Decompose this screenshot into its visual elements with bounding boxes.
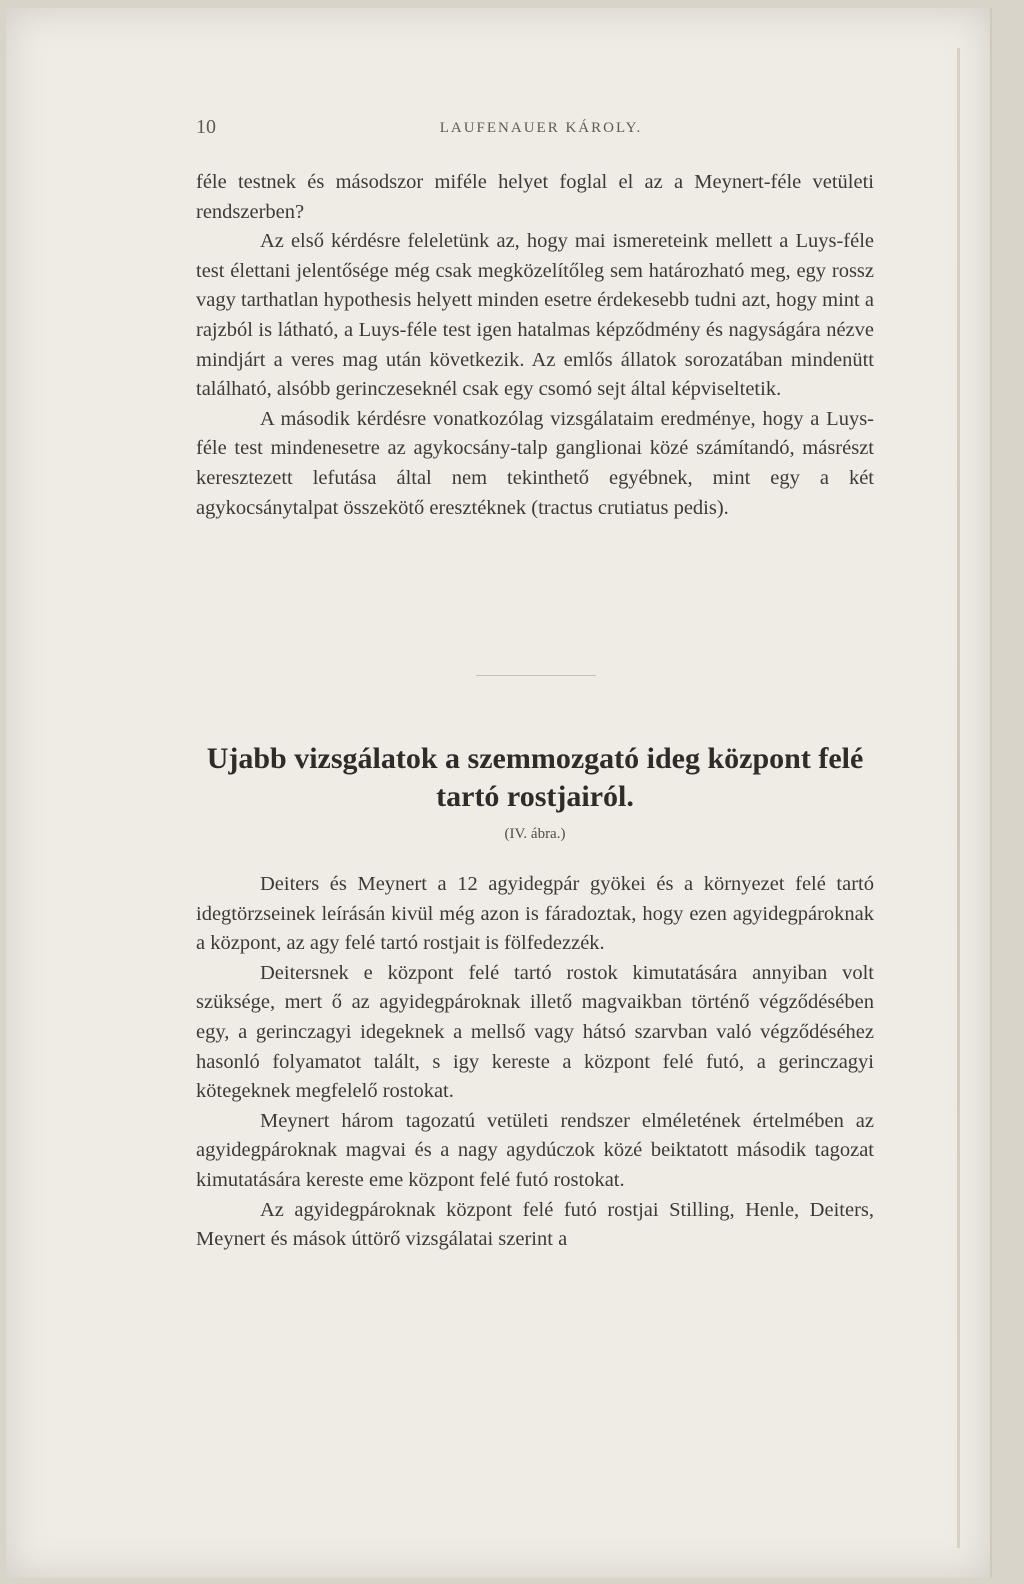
running-title: LAUFENAUER KÁROLY. <box>439 120 643 136</box>
paragraph: Az első kérdésre feleletünk az, hogy mai ismereteink mellett a Luys-féle test élettani jelentősége még csak megközelítőleg sem határozható meg, egy rossz vagy tarthatlan hypothesis helyett minden esetre érdekesebb tudni azt, hogy mint a rajzból is látható, a Luys-féle test igen hatalmas képződmény és nagyságára nézve mindjárt a veres mag után következik. Az emlős állatok sorozatában mindenütt található, alsóbb gerinczeseknél csak egy csomó sejt által képviseltetik. <box>196 230 874 401</box>
section-1-text <box>196 168 874 523</box>
page-number: 10 <box>196 116 216 138</box>
paragraph: Deiters és Meynert a 12 agyidegpár gyökei és a környezet felé tartó idegtörzseinek leírásán kivül még azon is fáradoztak, hogy ezen agyidegpároknak a központ, az agy felé tartó rostjait is fölfedezzék. <box>196 873 874 955</box>
paragraph: A második kérdésre vonatkozólag vizsgálataim eredménye, hogy a Luys-féle test mindenesetre az agykocsány-talp ganglionai közé számítandó, másrészt keresztezett lefutása által nem tekinthető egyébnek, mint egy a két agykocsánytalpat összekötő eresztéknek (tractus crutiatus pedis). <box>196 407 874 519</box>
running-head <box>196 116 886 140</box>
section-2-text <box>196 870 874 1255</box>
book-page <box>6 8 992 1578</box>
paragraph: Az agyidegpároknak központ felé futó rostjai Stilling, Henle, Deiters, Meynert és mások úttörő vizsgálatai szerint a <box>196 1198 874 1251</box>
paragraph: Meynert három tagozatú vetületi rendszer elméletének értelmében az agyidegpároknak magvai és a nagy agydúczok közé beiktatott második tagozat kimutatására kereste eme központ felé futó rostokat. <box>196 1109 874 1191</box>
figure-reference: (IV. ábra.) <box>504 826 566 842</box>
section-divider <box>476 675 596 676</box>
paragraph: Deitersnek e központ felé tartó rostok kimutatására annyiban volt szüksége, mert ő az agyidegpároknak illető magvaikban történő végződésében egy, a gerinczagyi idegeknek a mellső vagy hátsó szarvban való végződéséhez hasonló folyamatot talált, s igy kereste a központ felé futó, a gerinczagyi kötegeknek megfelelő rostokat. <box>196 961 874 1103</box>
section-heading: Ujabb vizsgálatok a szemmozgató ideg központ felé tartó rostjairól. <box>206 742 864 813</box>
paragraph: féle testnek és másodszor miféle helyet foglal el az a Meynert-féle vetületi rendszerben? <box>196 171 874 223</box>
page-edge-shadow <box>957 48 960 1548</box>
